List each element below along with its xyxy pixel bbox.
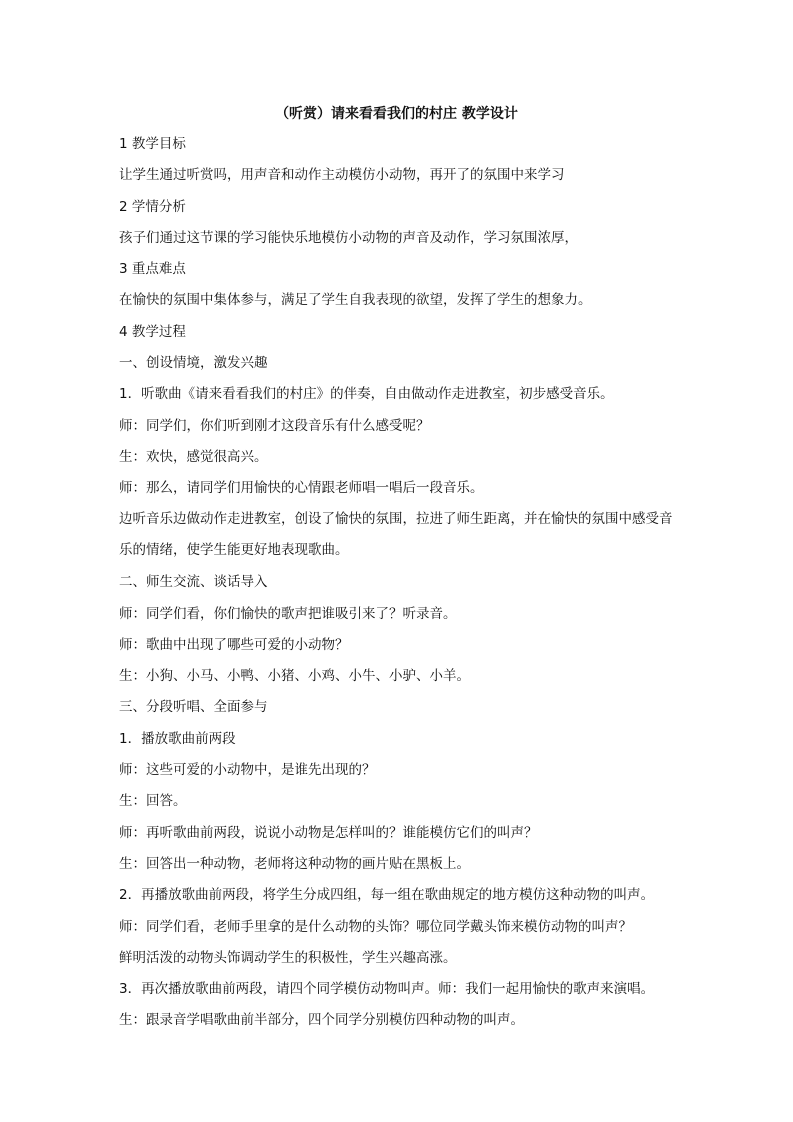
paragraph: 1．听歌曲《请来看看我们的村庄》的伴奏，自由做动作走进教室，初步感受音乐。: [119, 386, 614, 403]
section-heading-analysis: 2 学情分析: [119, 198, 186, 215]
paragraph: 师：再听歌曲前两段，说说小动物是怎样叫的？谁能模仿它们的叫声？: [119, 824, 538, 841]
paragraph: 生：跟录音学唱歌曲前半部分，四个同学分别模仿四种动物的叫声。: [119, 1012, 524, 1029]
paragraph: 师：同学们看，老师手里拿的是什么动物的头饰？哪位同学戴头饰来模仿动物的叫声？: [119, 918, 632, 935]
paragraph: 1．播放歌曲前两段: [119, 730, 236, 747]
paragraph-wrapped: 边听音乐边做动作走进教室，创设了愉快的氛围，拉进了师生距离，并在愉快的氛围中感受音乐的情绪，使学生能更好地表现歌曲。: [119, 510, 673, 559]
paragraph: 师：同学们，你们听到刚才这段音乐有什么感受呢？: [119, 417, 430, 434]
paragraph: 3．再次播放歌曲前两段，请四个同学模仿动物叫声。师：我们一起用愉快的歌声来演唱。: [119, 981, 655, 998]
subsection-heading: 二、师生交流、谈话导入: [119, 574, 268, 591]
paragraph: 师：歌曲中出现了哪些可爱的小动物？: [119, 636, 349, 653]
document-body: [119, 134, 679, 1042]
paragraph: 在愉快的氛围中集体参与，满足了学生自我表现的欲望，发挥了学生的想象力。: [119, 292, 592, 309]
paragraph: 生：回答出一种动物，老师将这种动物的画片贴在黑板上。: [119, 855, 470, 872]
paragraph: 师：同学们看，你们愉快的歌声把谁吸引来了？听录音。: [119, 605, 457, 622]
section-heading-objectives: 1 教学目标: [119, 136, 186, 152]
subsection-heading: 三、分段听唱、全面参与: [119, 699, 268, 716]
paragraph: 生：小狗、小马、小鸭、小猪、小鸡、小牛、小驴、小羊。: [119, 668, 470, 685]
subsection-heading: 一、创设情境，激发兴趣: [119, 355, 268, 372]
paragraph: 生：欢快，感觉很高兴。: [119, 448, 268, 465]
paragraph: 让学生通过听赏吗，用声音和动作主动模仿小动物，再开了的氛围中来学习: [119, 167, 565, 184]
paragraph: 鲜明活泼的动物头饰调动学生的积极性，学生兴趣高涨。: [119, 949, 457, 966]
document-title: （听赏）请来看看我们的村庄 教学设计: [275, 106, 518, 122]
section-heading-process: 4 教学过程: [119, 323, 186, 340]
paragraph: 2．再播放歌曲前两段，将学生分成四组，每一组在歌曲规定的地方模仿这种动物的叫声。: [119, 887, 655, 904]
paragraph: 师：这些可爱的小动物中，是谁先出现的？: [119, 762, 376, 779]
section-heading-key-points: 3 重点难点: [119, 261, 186, 278]
paragraph: 师：那么，请同学们用愉快的心情跟老师唱一唱后一段音乐。: [119, 480, 484, 497]
paragraph: 孩子们通过这节课的学习能快乐地模仿小动物的声音及动作，学习氛围浓厚，: [119, 229, 578, 246]
paragraph: 生：回答。: [119, 793, 187, 810]
